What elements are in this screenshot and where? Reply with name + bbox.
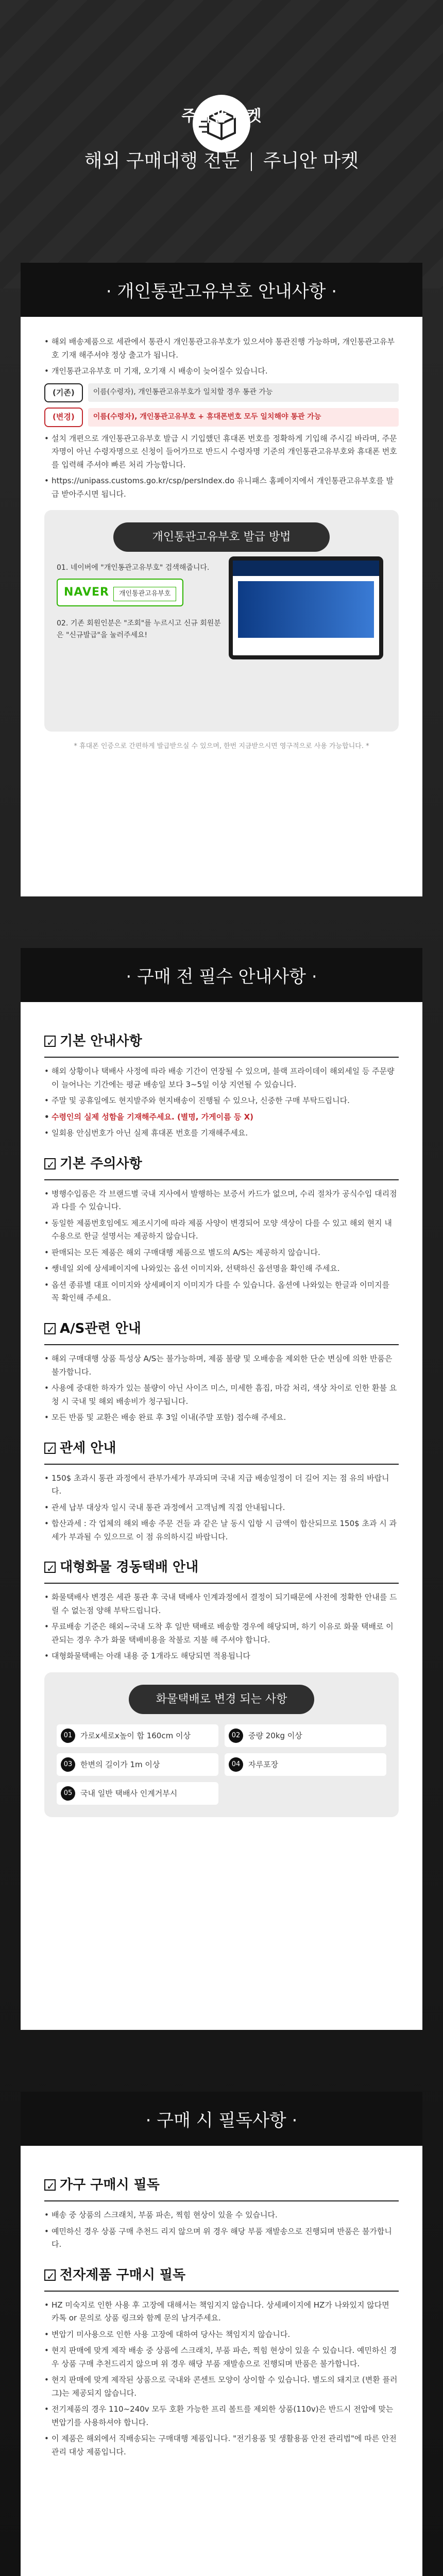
caution-title: 기본 주의사항	[60, 1156, 142, 1172]
electronics-title: 전자제품 구매시 필독	[60, 2267, 186, 2283]
as-item: • 모든 반품 및 교환은 배송 완료 후 3일 이내(주말 포함) 접수해 주세요.	[52, 1411, 399, 1425]
issue-note: * 휴대폰 인증으로 간편하게 발급받으실 수 있으며, 한번 지금받으시면 영구적으로 사용 가능합니다. *	[74, 742, 369, 750]
tagline	[0, 146, 443, 173]
freight-condition: 01 가로x세로x높이 합 160cm 이상	[57, 1724, 218, 1747]
customs-bullet-2: • 개인통관고유부호 미 기재, 오기재 시 배송이 늦어질수 있습니다.	[52, 365, 399, 378]
tax-item: • 합산과세 : 각 업체의 해외 배송 주문 건들 과 같은 날 동시 입항 시 금액이 합산되므로 150$ 초과 시 과세가 부과될 수 있으므로 이 점 유의하시길 바랍니다.	[52, 1517, 399, 1544]
rule-new-text: 이름(수령자), 개인통관고유부호 + 휴대폰번호 모두 일치해야 통관 가능	[88, 408, 399, 427]
checkbox-icon	[44, 1443, 56, 1454]
naver-query: 개인통관고유부호	[113, 587, 176, 601]
electronics-item: • 현지 판매에 맞게 제작된 상품으로 국내와 콘센트 모양이 상이할 수 있습니다. 별도의 돼지코 (변환 플러그)는 제공되지 않습니다.	[52, 2374, 399, 2400]
customs-bullet-4: • https://unipass.customs.go.kr/csp/persIndex.do 유니패스 홈페이지에서 개인통관고유부호를 발급 받아주시면 됩니다.	[52, 474, 399, 501]
as-item: • 사용에 중대한 하자가 있는 불량이 아닌 사이즈 미스, 미세한 흠집, 마감 처리, 색상 차이로 인한 환불 요청 시 국내 및 해외 배송비가 청구됩니다.	[52, 1382, 399, 1408]
freight-section	[44, 1556, 399, 1817]
as-section	[44, 1317, 399, 1425]
freight-condition: 04 자루포장	[225, 1753, 386, 1776]
issue-guide-panel	[44, 510, 399, 732]
tagline-left: 해외 구매대행 전문	[84, 150, 240, 172]
tag-old: (기존)	[44, 383, 83, 403]
basic-info-title: 기본 안내사항	[60, 1033, 142, 1049]
as-title: A/S관련 안내	[60, 1320, 141, 1336]
tagline-right: 주니안 마켓	[263, 150, 359, 172]
checkbox-icon	[44, 1323, 56, 1334]
customs-title: · 개인통관고유부호 안내사항 ·	[21, 263, 422, 317]
electronics-item: • HZ 미숙지로 인한 사용 후 고장에 대해서는 책임지지 않습니다. 상세페이지에 HZ가 나와있지 않다면 카톡 or 문의로 상품 링크와 함께 문의 남겨주세요.	[52, 2299, 399, 2325]
box-logo-icon	[191, 0, 252, 93]
tag-new: (변경)	[44, 408, 83, 427]
electronics-section	[44, 2264, 399, 2459]
basic-info-item: • 일회용 안심번호가 아닌 실제 휴대폰 번호를 기재해주세요.	[52, 1127, 399, 1140]
caution-item: • 쌩네일 외에 상세페이지에 나와있는 옵션 이미지와, 선택하신 옵션명을 확인해 주세요.	[52, 1262, 399, 1276]
brand-name: 주니안 마켓	[181, 107, 262, 125]
freight-item: • 대형화물택배는 아래 내용 중 1개라도 해당되면 적용됩니다	[52, 1650, 399, 1663]
freight-conditions-title: 화물택배로 변경 되는 사항	[129, 1685, 314, 1714]
customs-card	[21, 263, 422, 896]
issue-guide-title: 개인통관고유부호 발급 방법	[113, 522, 330, 552]
hero-banner	[0, 0, 443, 289]
naver-logo: NAVER	[64, 586, 109, 599]
furniture-title: 가구 구매시 필독	[60, 2177, 160, 2193]
freight-condition: 05 국내 일반 택배사 인계거부시	[57, 1782, 218, 1805]
freight-item: • 화물택배사 변경은 세관 통관 후 국내 택배사 인계과정에서 결정이 되기때문에 사전에 정확한 안내를 드릴 수 없는점 양해 부탁드립니다.	[52, 1591, 399, 1617]
basic-info-item: • 수령인의 실제 성함을 기재해주세요. (별명, 가게이름 등 X)	[52, 1111, 399, 1124]
caution-item: • 옵션 종류별 대표 이미지와 상세페이지 이미지가 다를 수 있습니다. 옵션에 나와있는 한글과 이미지를 꼭 확인해 주세요.	[52, 1279, 399, 1305]
customs-bullet-1: • 해외 배송제품으로 세관에서 통관시 개인통관고유부호가 있으셔야 통관진행 가능하며, 개인통관고유부호 기재 해주셔야 정상 출고가 됩니다.	[52, 335, 399, 362]
customs-bullet-3: • 설치 개편으로 개인통관고유부호 발급 시 기입했던 휴대폰 번호를 정확하게 기입해 주시길 바라며, 주문자명이 아닌 수령자명으로 신청이 들어가므로 반드시 수령자명 기준의 개인통관고유부호와 휴대폰 번호를 입력해 주셔야 빠른 처리 가능합니다.	[52, 432, 399, 472]
electronics-item: • 현지 판매에 맞게 제작 배송 중 상품에 스크래치, 부품 파손, 찍힘 현상이 있을 수 있습니다. 예민하신 경우 상품 구매 추천드리지 않으며 위 경우 해당 부품 재발송으로 진행되며 반품은 불가합니다.	[52, 2344, 399, 2370]
furniture-item: • 예민하신 경우 상품 구매 추천드 리지 않으며 위 경우 해당 부품 재발송으로 진행되며 반품은 불가합니다.	[52, 2225, 399, 2251]
electronics-item: • 변압기 미사용으로 인한 사용 고장에 대하여 당사는 책임지지 않습니다.	[52, 2328, 399, 2342]
freight-condition: 03 한변의 길이가 1m 이상	[57, 1753, 218, 1776]
step-1: 01. 네이버에 "개인통관고유부호" 검색해줍니다.	[57, 564, 210, 572]
caution-item: • 동일한 제품번호임에도 제조시기에 따라 제품 사양이 변경되어 모양 색상이 다를 수 있고 해외 현지 내수용으로 한글 설명서는 제공하지 않습니다.	[52, 1217, 399, 1243]
tax-item: • 150$ 초과시 통관 과정에서 관부가세가 부과되며 국내 지급 배송일정이 더 길어 지는 점 유의 바랍니다.	[52, 1472, 399, 1498]
step-2: 02. 기존 회원인분은 "조회"를 누르시고 신규 회원분은 "신규발급"을 눌러주세요!	[57, 619, 221, 640]
rule-old	[44, 383, 399, 403]
rule-new	[44, 408, 399, 427]
checkbox-icon	[44, 1036, 56, 1047]
checkbox-icon	[44, 1562, 56, 1573]
freight-conditions-panel	[44, 1672, 399, 1817]
tax-item: • 관세 납부 대상자 일시 국내 통관 과정에서 고객님께 직접 안내됩니다.	[52, 1501, 399, 1515]
before-title: · 구매 전 필수 안내사항 ·	[21, 948, 422, 1002]
checkbox-icon	[44, 1158, 56, 1170]
electronics-item: • 이 제품은 해외에서 직배송되는 구매대행 제품입니다. "전기용품 및 생활용품 안전 관리법"에 따른 안전 관리 대상 제품입니다.	[52, 2432, 399, 2459]
freight-condition: 02 중량 20kg 이상	[225, 1724, 386, 1747]
caution-item: • 판매되는 모든 제품은 해외 구매대행 제품으로 별도의 A/S는 제공하지 않습니다.	[52, 1246, 399, 1260]
checkbox-icon	[44, 2179, 56, 2191]
basic-info-section	[44, 1030, 399, 1140]
tax-section	[44, 1437, 399, 1544]
rule-old-text: 이름(수령자), 개인통관고유부호가 일치할 경우 통관 가능	[88, 383, 399, 402]
basic-info-item: • 주말 및 공휴일에도 현지발주와 현지배송이 진행될 수 있으나, 신중한 구매 부탁드립니다.	[52, 1094, 399, 1108]
freight-item: • 무료배송 기준은 해외~국내 도착 후 일반 택배로 배송할 경우에 해당되며, 하기 이유로 화물 택배로 이관되는 경우 추가 화물 택배비용을 착불로 지불 해 주셔야 합니다.	[52, 1620, 399, 1647]
freight-title: 대형화물 경동택배 안내	[60, 1560, 199, 1575]
caution-section	[44, 1153, 399, 1305]
naver-search-box	[57, 579, 183, 606]
furniture-section	[44, 2174, 399, 2251]
caution-item: • 병행수입품은 각 브랜드별 국내 지사에서 발행하는 보증서 카드가 없으며, 수리 절차가 공식수입 대리점과 다를 수 있습니다.	[52, 1188, 399, 1214]
laptop-screenshot-image	[229, 556, 383, 659]
before-purchase-card	[21, 948, 422, 2030]
furniture-item: • 배송 중 상품의 스크래치, 부품 파손, 찍힘 현상이 있을 수 있습니다.	[52, 2209, 399, 2222]
purchase-notice-title: · 구매 시 필독사항 ·	[21, 2092, 422, 2146]
divider	[251, 152, 252, 171]
basic-info-item: • 해외 상황이나 택배사 사정에 따라 배송 기간이 연장될 수 있으며, 블랙 프라이데이 해외세일 등 주문량이 늘어나는 기간에는 평균 배송일 보다 3~5일 이상 지연될 수 있습니다.	[52, 1065, 399, 1091]
as-item: • 해외 구매대행 상품 특성상 A/S는 불가능하며, 제품 불량 및 오배송을 제외한 단순 변심에 의한 반품은 불가합니다.	[52, 1352, 399, 1379]
purchase-notice-card	[21, 2092, 422, 2576]
checkbox-icon	[44, 2269, 56, 2281]
electronics-item: • 전기제품의 경우 110~240v 모두 호환 가능한 프리 볼트를 제외한 상품(110v)은 반드시 전압에 맞는 변압기를 사용하셔야 합니다.	[52, 2403, 399, 2429]
tax-title: 관세 안내	[60, 1440, 116, 1456]
